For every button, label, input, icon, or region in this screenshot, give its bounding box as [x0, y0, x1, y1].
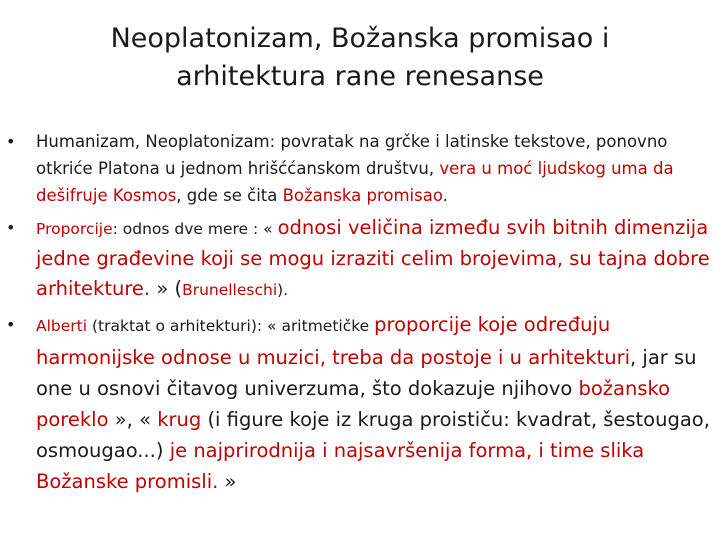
highlight-segment: Proporcije	[36, 220, 113, 238]
text-segment: », «	[108, 408, 158, 431]
text-segment: Humanizam, Neoplatonizam: povratak na grčke i latinske tekstove, ponovno otkriće Platona u jednom hrišććanskom društvu,	[36, 132, 668, 178]
text-segment: : odnos dve mere : «	[112, 220, 278, 238]
bullet-dot-icon: •	[6, 218, 16, 237]
highlight-segment: Božanska promisao	[282, 186, 443, 205]
title-line-1: Neoplatonizam, Božanska promisao i	[110, 23, 610, 54]
bullet-dot-icon: •	[6, 132, 16, 151]
text-segment: (i figure koje iz kruga proističu: kvadrat, šestougao, osmougao...)	[36, 408, 710, 462]
highlight-segment: je najprirodnija i najsavršenija forma, i time slika Božanske promisli.	[36, 439, 645, 493]
text-segment: .	[442, 186, 448, 205]
text-segment: »	[218, 470, 237, 493]
bullet-humanism	[0, 128, 720, 209]
highlight-segment: odnosi veličina između svih bitnih dimenzija jedne građevine koji se mogu izraziti celim brojevima, su tajna dobre arhitekture.	[36, 216, 710, 300]
bullet-proportions	[0, 213, 720, 305]
text-segment: (traktat o arhitekturi): « aritmetičke	[87, 317, 375, 335]
text-segment: , jar su one u osnovi čitavog univerzuma, što dokazuje njihovo	[36, 346, 697, 400]
highlight-segment: božansko poreklo	[36, 377, 671, 431]
text-segment: , gde se čita	[176, 186, 283, 205]
text-segment: » (	[150, 277, 183, 300]
bullet-alberti	[0, 309, 720, 497]
title-line-2: arhitektura rane renesanse	[176, 61, 544, 92]
highlight-segment: Alberti	[36, 317, 88, 335]
bullet-list	[0, 128, 720, 497]
highlight-segment: proporcije koje određuju harmonijske odnose u muzici, treba da postoje i u arhitekturi	[36, 313, 630, 369]
highlight-segment: krug	[157, 408, 202, 431]
text-segment: ).	[277, 281, 289, 299]
highlight-segment: vera u moć ljudskog uma da dešifruje Kosmos	[36, 159, 674, 205]
bullet-dot-icon: •	[6, 315, 16, 334]
slide-title	[40, 20, 680, 96]
highlight-segment: Brunelleschi	[182, 281, 278, 299]
